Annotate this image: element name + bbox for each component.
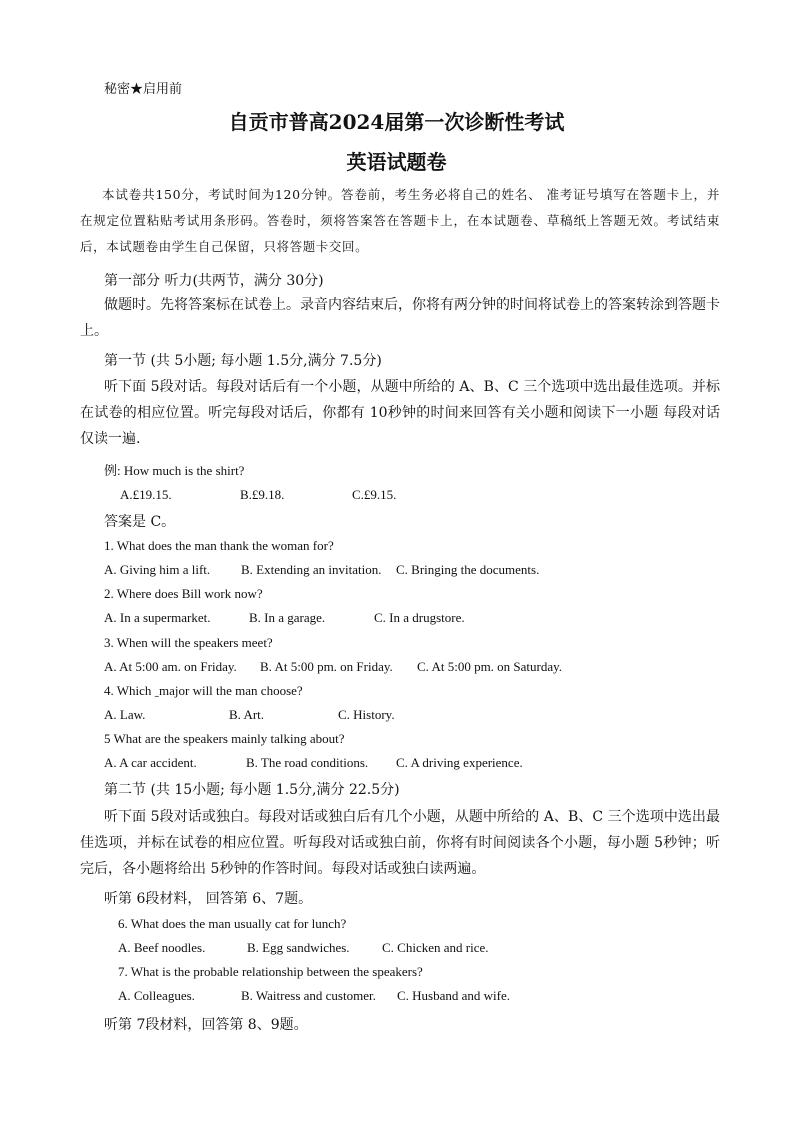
option: B. Extending an invitation. [241,562,382,577]
option: A. At 5:00 am. on Friday. [104,659,237,674]
option: C. Chicken and rice. [382,940,489,955]
example-question: 例: How much is the shirt? [104,463,245,478]
option: B. The road conditions. [246,755,369,770]
options-3 [104,659,562,675]
section1-intro: 听下面 5段对话。每段对话后有一个小题，从题中所给的 A、B、C 三个选项中选出最佳选项。并标在试卷的相应位置。听完每段对话后，你都有 10秒钟的时间来回答有关小题和阅读下一小题 每段对话仅读一遍. [80,379,720,447]
section2-intro: 听下面 5段对话或独白。每段对话或独白后有几个小题，从题中所给的 A、B、C 三个选项中选出最佳选项，并标在试卷的相应位置。听每段对话或独白前，你将有时间阅读各个小题，每小题 5秒钟；听完后，各小题将给出 5秒钟的作答时间。每段对话或独白读两遍。 [80,809,720,877]
option: A. A car accident. [104,755,197,770]
option: A. Giving him a lift. [104,562,211,577]
example-answer: 答案是 C。 [104,514,176,530]
exam-notice: 本试卷共150分，考试时间为120分钟。答卷前，考生务必将自己的姓名、 准考证号填写在答题卡上，并在规定位置粘贴考试用条形码。答卷时，须将答案答在答题卡上，在本试题卷、草稿纸上答题无效。考试结束后，本试题卷由学生自己保留，只将答题卡交回。 [80,187,720,254]
options-4 [104,707,395,723]
option: B.£9.18. [240,487,285,502]
part1-heading: 第一部分 听力(共两节，满分 30分) [104,273,324,289]
options-1 [104,562,539,578]
confidential-mark: 秘密★启用前 [104,82,183,97]
part1-intro: 做题时。先将答案标在试卷上。录音内容结束后，你将有两分钟的时间将试卷上的答案转涂到答题卡上。 [80,297,720,339]
question-2: 2. Where does Bill work now? [104,586,263,601]
option: C. At 5:00 pm. on Saturday. [417,659,563,674]
question-1: 1. What does the man thank the woman for? [104,538,334,553]
question-6: 6. What does the man usually cat for lunch? [118,916,347,931]
question-5: 5 What are the speakers mainly talking about? [104,731,345,746]
material-7-instruction: 听第 7段材料，回答第 8、9题。 [104,1017,308,1033]
option: A. In a supermarket. [104,610,211,625]
options-6 [118,940,489,956]
options-5 [104,755,523,771]
option: C. Bringing the documents. [396,562,540,577]
option: C. History. [338,707,395,722]
option: A. Colleagues. [118,988,195,1003]
option: A. Beef noodles. [118,940,206,955]
option: C. In a drugstore. [374,610,465,625]
option: B. Egg sandwiches. [247,940,350,955]
option: B. Art. [229,707,265,722]
option: A. Law. [104,707,146,722]
options-7 [118,988,510,1004]
question-3: 3. When will the speakers meet? [104,635,273,650]
option: B. Waitress and customer. [241,988,376,1003]
exam-title: 自贡市普高2024届第一次诊断性考试 [228,110,565,134]
options-2 [104,610,465,626]
section1-heading: 第一节 (共 5小题; 每小题 1.5分,满分 7.5分) [104,353,382,369]
question-7: 7. What is the probable relationship between the speakers? [118,964,423,979]
question-4: 4. Which ˍmajor will the man choose? [104,683,303,698]
example-options [120,487,396,503]
option: C.£9.15. [352,487,397,502]
material-6-instruction: 听第 6段材料， 回答第 6、7题。 [104,891,313,907]
option: A.£19.15. [120,487,172,502]
section2-heading: 第二节 (共 15小题; 每小题 1.5分,满分 22.5分) [104,782,400,798]
option: C. Husband and wife. [397,988,511,1003]
exam-subtitle: 英语试题卷 [346,150,447,174]
option: B. In a garage. [249,610,326,625]
option: B. At 5:00 pm. on Friday. [260,659,393,674]
option: C. A driving experience. [396,755,523,770]
